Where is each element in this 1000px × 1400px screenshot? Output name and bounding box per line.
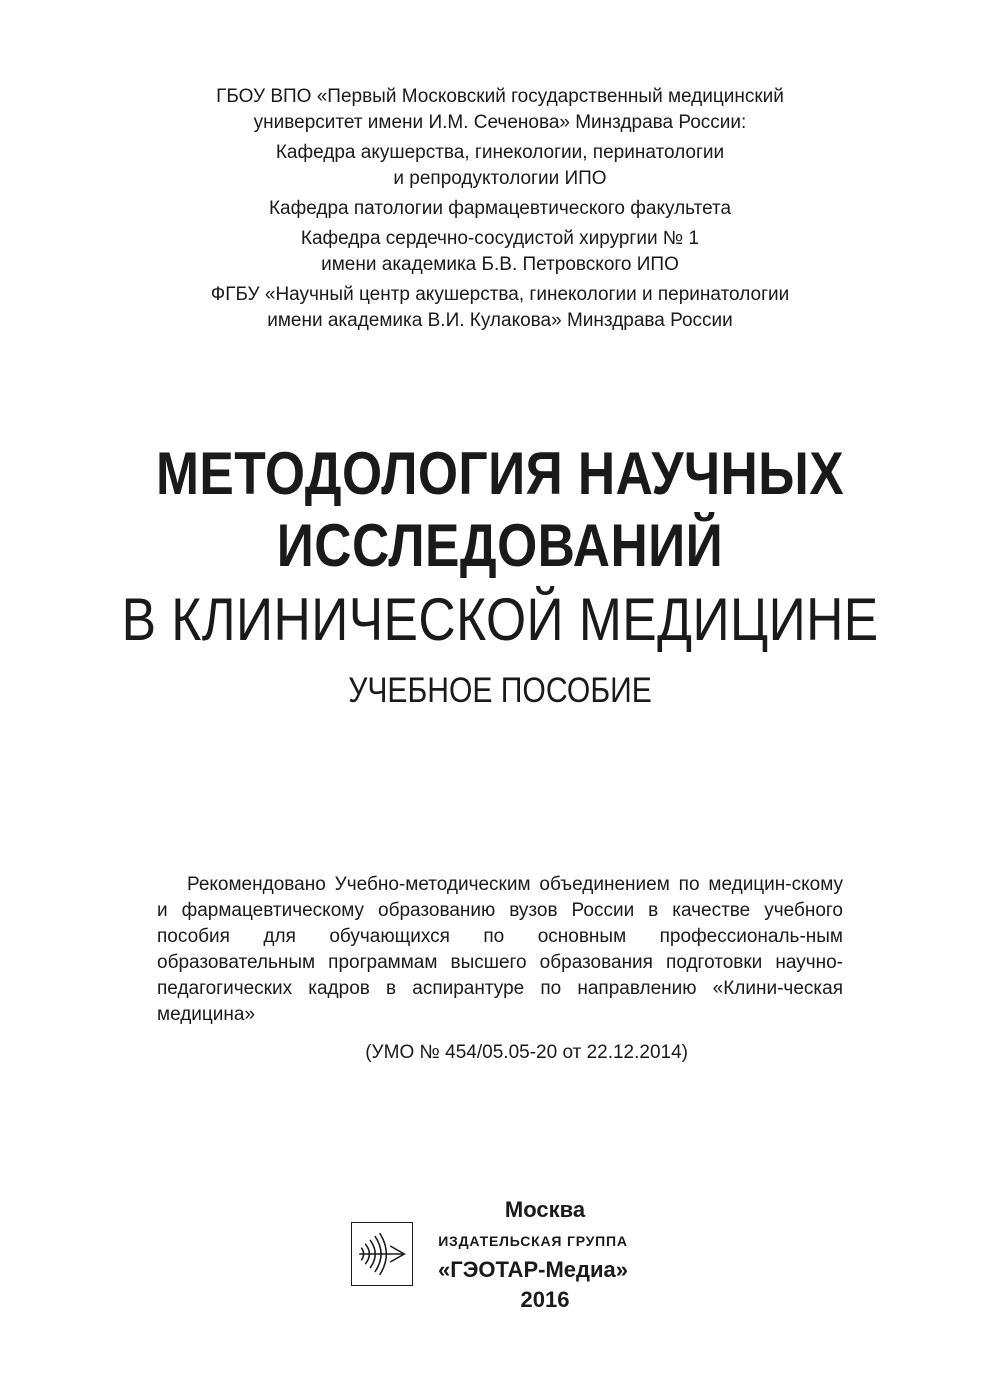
institution-line: Кафедра сердечно-сосудистой хирургии № 1 [300, 228, 700, 249]
institution-line: Кафедра патологии фармацевтического факультета [268, 198, 732, 219]
title-line-3: В КЛИНИЧЕСКОЙ МЕДИЦИНЕ [121, 586, 879, 653]
institution-group [100, 84, 900, 136]
institution-line: университет имени И.М. Сеченова» Минздрава России: [253, 112, 747, 133]
title-line-1: МЕТОДОЛОГИЯ НАУЧНЫХ [155, 440, 845, 507]
institution-line: и репродуктологии ИПО [393, 168, 607, 189]
publication-city: Москва [504, 1197, 586, 1222]
institution-line: имени академика В.И. Кулакова» Минздрава России [267, 310, 733, 331]
institution-line: имени академика Б.В. Петровского ИПО [321, 254, 679, 275]
institution-group [100, 196, 900, 222]
institutions-block [100, 84, 900, 338]
institution-group [100, 282, 900, 334]
institution-line: Кафедра акушерства, гинекологии, перинатологии [275, 142, 725, 163]
institution-group [100, 226, 900, 278]
publisher-name: «ГЭОТАР-Медиа» [438, 1257, 628, 1282]
publication-year: 2016 [520, 1287, 570, 1312]
institution-group [100, 140, 900, 192]
umo-reference: (УМО № 454/05.05-20 от 22.12.2014) [365, 1042, 688, 1063]
recommendation-text: Рекомендовано Учебно-методическим объединением по медицин-скому и фармацевтическому образованию вузов России в качестве учебного пособия для обучающихся по основным профессиональ-ным образовательным программам высшего образования подготовки научно-педагогических кадров в аспирантуре по направлению «Клини-ческая медицина» [157, 874, 843, 1025]
book-title [60, 438, 940, 714]
institution-line: ФГБУ «Научный центр акушерства, гинекологии и перинатологии [210, 284, 790, 305]
title-line-2: ИССЛЕДОВАНИЙ [276, 512, 724, 579]
publisher-group-label: ИЗДАТЕЛЬСКАЯ ГРУППА [438, 1233, 628, 1249]
institution-line: ГБОУ ВПО «Первый Московский государственный медицинский [216, 86, 784, 107]
geotar-logo-icon [351, 1222, 413, 1286]
book-subtitle: УЧЕБНОЕ ПОСОБИЕ [348, 671, 652, 710]
